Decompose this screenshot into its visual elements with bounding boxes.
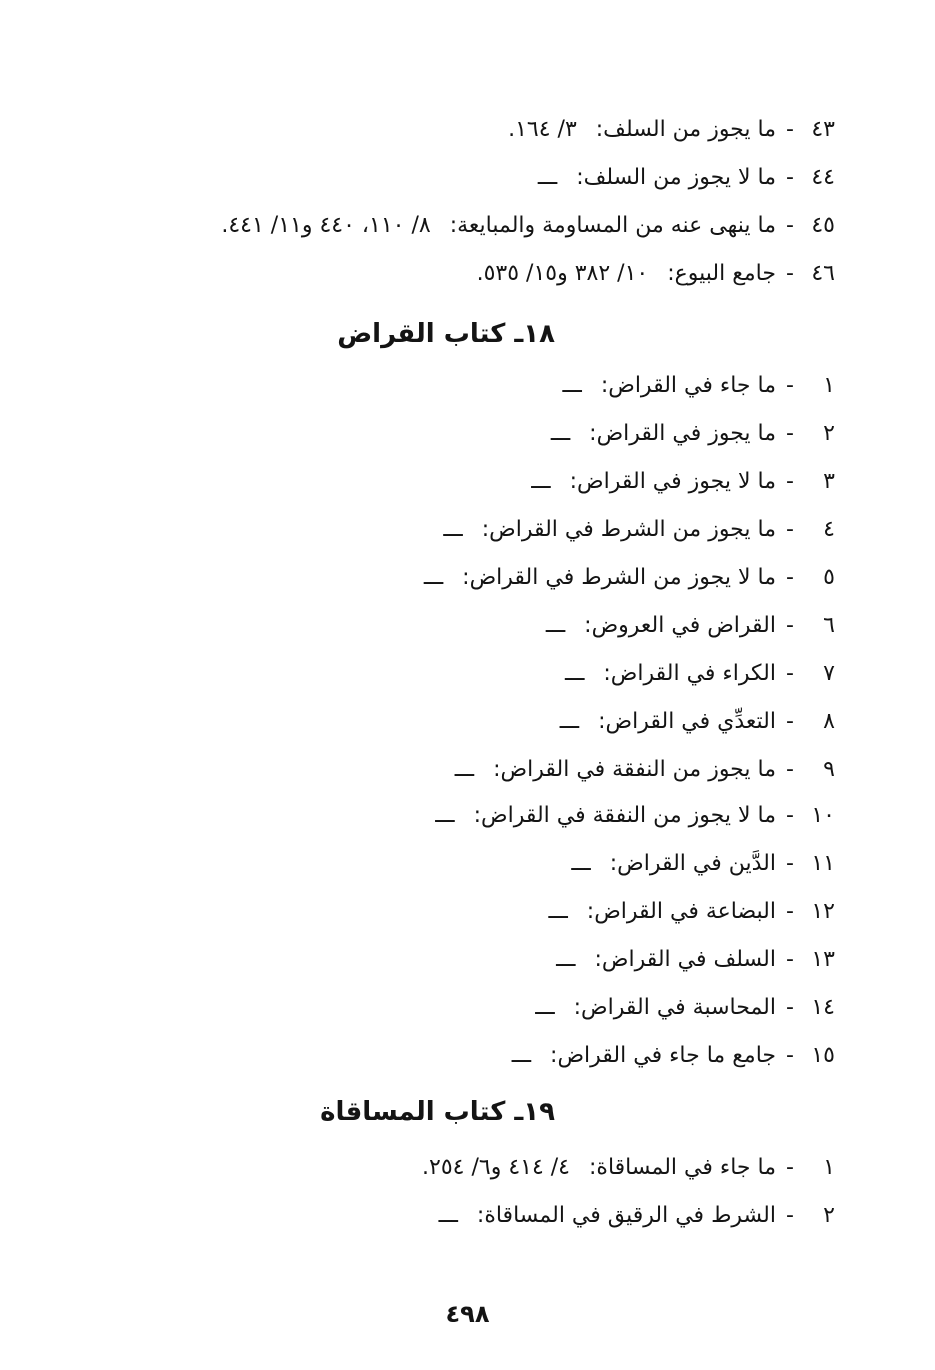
item-number: ٤	[823, 517, 835, 542]
item-number: ١٣	[811, 947, 835, 972]
item-number: ٥	[823, 565, 835, 590]
item-number: ٨	[823, 709, 835, 734]
item-number: ١١	[811, 851, 835, 876]
list-item: ٤٦- جامع البيوع: ١٠/ ٣٨٢ و١٥/ ٥٣٥.	[477, 254, 835, 294]
item-refs: ١٠/ ٣٨٢ و١٥/ ٥٣٥.	[476, 261, 649, 286]
item-refs: ـــ	[565, 661, 585, 686]
item-title: التعدِّي في القراض:	[598, 709, 776, 734]
item-title: جامع ما جاء في القراض:	[550, 1043, 776, 1068]
item-title: جامع البيوع:	[667, 261, 776, 286]
list-item: ١٠- ما لا يجوز من النفقة في القراض: ـــ	[435, 796, 835, 836]
item-number: ١٠	[811, 803, 835, 828]
list-item: ٢- ما يجوز في القراض: ـــ	[551, 414, 835, 454]
page-number: ٤٩٨	[445, 1300, 490, 1328]
item-number: ١	[823, 1155, 835, 1180]
list-item: ١٣- السلف في القراض: ـــ	[556, 940, 835, 980]
list-item: ٤٤- ما لا يجوز من السلف: ـــ	[538, 158, 835, 198]
item-title: ما ينهى عنه من المساومة والمبايعة:	[449, 213, 776, 238]
item-refs: ـــ	[550, 421, 571, 446]
list-item: ٣- ما لا يجوز في القراض: ـــ	[531, 462, 835, 502]
item-refs: ـــ	[423, 565, 444, 590]
item-number: ٦	[823, 613, 835, 638]
item-title: ما يجوز من السلف:	[595, 117, 776, 142]
item-refs: ـــ	[545, 613, 566, 638]
list-item: ١١- الدَّين في القراض: ـــ	[571, 844, 835, 884]
list-item: ٩- ما يجوز من النفقة في القراض: ـــ	[455, 750, 835, 790]
item-number: ١٥	[811, 1043, 835, 1068]
list-item: ١٤- المحاسبة في القراض: ـــ	[535, 988, 835, 1028]
item-title: البضاعة في القراض:	[586, 899, 776, 924]
item-refs: ـــ	[531, 469, 551, 494]
item-title: ما يجوز من الشرط في القراض:	[481, 517, 776, 542]
item-title: القراض في العروض:	[584, 613, 776, 638]
item-title: ما جاء في المساقاة:	[589, 1155, 776, 1180]
item-title: ما لا يجوز من الشرط في القراض:	[462, 565, 776, 590]
section-heading: ١٨ـ كتاب القراض	[337, 319, 555, 349]
list-item: ٧- الكراء في القراض: ـــ	[565, 654, 835, 694]
item-number: ٩	[823, 757, 835, 782]
item-refs: ـــ	[443, 517, 463, 542]
item-title: السلف في القراض:	[594, 947, 776, 972]
item-refs: ـــ	[559, 709, 580, 734]
list-item: ٤٥- ما ينهى عنه من المساومة والمبايعة: ٨/ ١١٠، ٤٤٠ و١١/ ٤٤١.	[221, 206, 835, 246]
list-item: ٤٣- ما يجوز من السلف: ٣/ ١٦٤.	[508, 110, 835, 150]
item-title: الدَّين في القراض:	[609, 851, 776, 876]
item-number: ٢	[823, 1203, 835, 1228]
list-item: ٥- ما لا يجوز من الشرط في القراض: ـــ	[424, 558, 835, 598]
item-title: ما لا يجوز في القراض:	[569, 469, 776, 494]
item-refs: ـــ	[556, 947, 576, 972]
item-title: ما لا يجوز من السلف:	[576, 165, 776, 190]
list-item: ٨- التعدِّي في القراض: ـــ	[560, 702, 835, 742]
item-title: ما جاء في القراض:	[600, 373, 776, 398]
item-refs: ـــ	[548, 899, 568, 924]
item-title: ما يجوز في القراض:	[589, 421, 776, 446]
item-number: ٧	[823, 661, 835, 686]
list-item: ١- ما جاء في القراض: ـــ	[562, 366, 835, 406]
item-number: ٤٦	[811, 261, 835, 286]
item-title: ما يجوز من النفقة في القراض:	[493, 757, 776, 782]
item-refs: ٣/ ١٦٤.	[508, 117, 577, 142]
item-number: ٤٣	[811, 117, 835, 142]
item-refs: ـــ	[435, 803, 455, 828]
item-refs: ٨/ ١١٠، ٤٤٠ و١١/ ٤٤١.	[221, 213, 431, 238]
list-item: ١- ما جاء في المساقاة: ٤/ ٤١٤ و٦/ ٢٥٤.	[422, 1148, 835, 1188]
section-heading: ١٩ـ كتاب المساقاة	[320, 1097, 555, 1127]
item-number: ٢	[823, 421, 835, 446]
item-refs: ـــ	[537, 165, 558, 190]
item-refs: ـــ	[454, 757, 475, 782]
item-refs: ـــ	[535, 995, 555, 1020]
item-refs: ٤/ ٤١٤ و٦/ ٢٥٤.	[422, 1155, 570, 1180]
item-refs: ـــ	[571, 851, 591, 876]
item-refs: ـــ	[562, 373, 582, 398]
list-item: ٦- القراض في العروض: ـــ	[546, 606, 835, 646]
list-item: ١٢- البضاعة في القراض: ـــ	[548, 892, 835, 932]
item-refs: ـــ	[438, 1203, 458, 1228]
item-number: ٤٥	[811, 213, 835, 238]
item-number: ١	[823, 373, 835, 398]
item-title: الشرط في الرقيق في المساقاة:	[476, 1203, 776, 1228]
list-item: ٢- الشرط في الرقيق في المساقاة: ـــ	[439, 1196, 835, 1236]
list-item: ٤- ما يجوز من الشرط في القراض: ـــ	[443, 510, 835, 550]
item-number: ١٢	[811, 899, 835, 924]
item-title: المحاسبة في القراض:	[573, 995, 776, 1020]
item-number: ٤٤	[811, 165, 835, 190]
list-item: ١٥- جامع ما جاء في القراض: ـــ	[512, 1036, 835, 1076]
item-title: ما لا يجوز من النفقة في القراض:	[473, 803, 776, 828]
item-number: ١٤	[811, 995, 835, 1020]
item-number: ٣	[823, 469, 835, 494]
item-refs: ـــ	[511, 1043, 532, 1068]
item-title: الكراء في القراض:	[603, 661, 776, 686]
